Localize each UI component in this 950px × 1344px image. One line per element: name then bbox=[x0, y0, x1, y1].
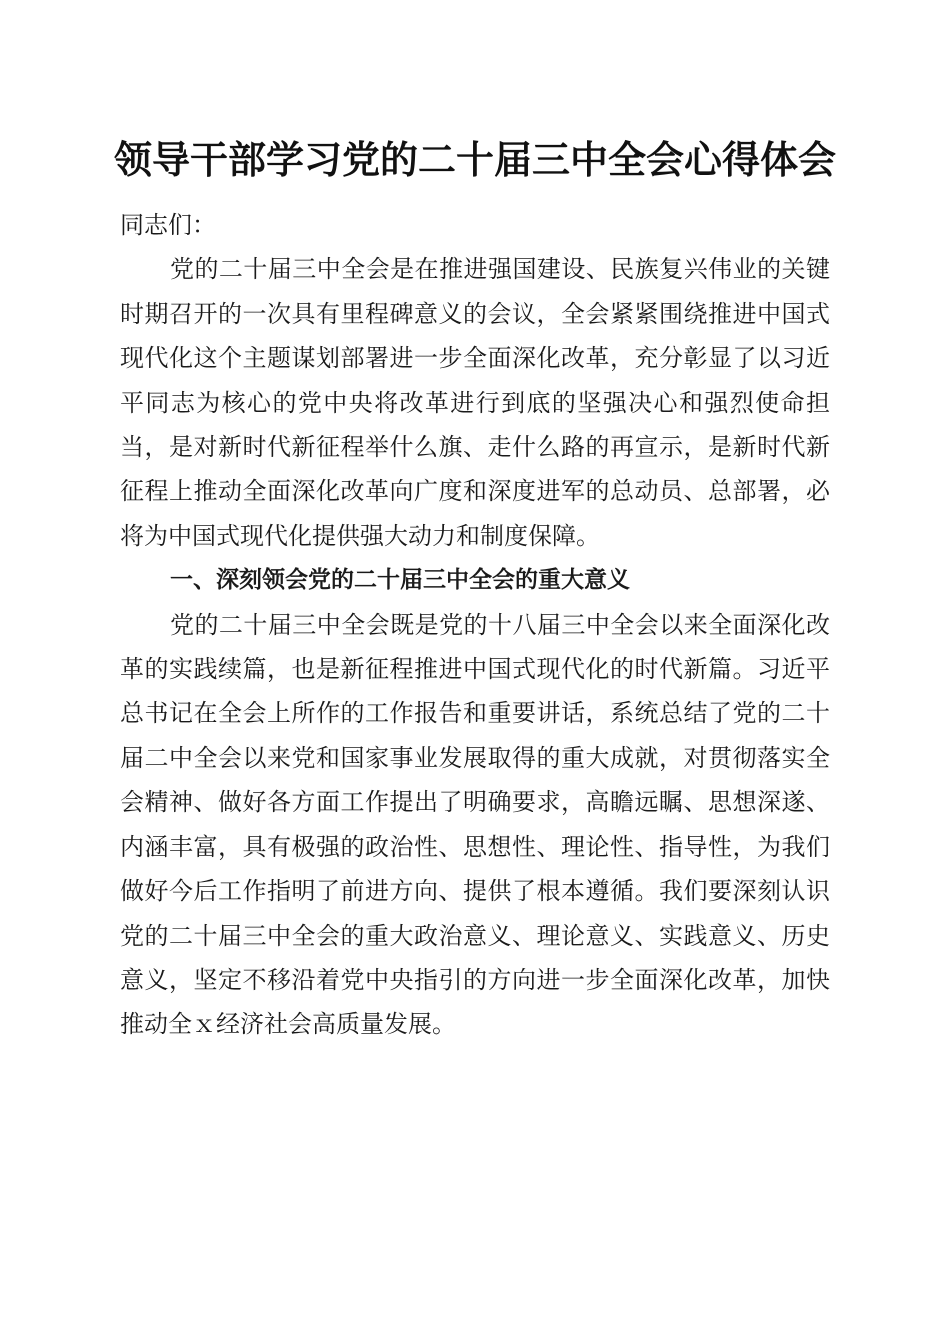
document-body bbox=[120, 203, 830, 1047]
salutation: 同志们： bbox=[120, 211, 216, 239]
section-paragraph: 党的二十届三中全会既是党的十八届三中全会以来全面深化改革的实践续篇，也是新征程推进中国式现代化的时代新篇。习近平总书记在全会上所作的工作报告和重要讲话，系统总结了党的二十届二中全会以来党和国家事业发展取得的重大成就，对贯彻落实全会精神、做好各方面工作提出了明确要求，高瞻远瞩、思想深遂、内涵丰富，具有极强的政治性、思想性、理论性、指导性，为我们做好今后工作指明了前进方向、提供了根本遵循。我们要深刻认识党的二十届三中全会的重大政治意义、理论意义、实践意义、历史意义，坚定不移沿着党中央指引的方向进一步全面深化改革，加快推动全ｘ经济社会高质量发展。 bbox=[120, 610, 830, 1039]
document-title: 领导干部学习党的二十届三中全会心得体会 bbox=[113, 137, 836, 182]
intro-paragraph: 党的二十届三中全会是在推进强国建设、民族复兴伟业的关键时期召开的一次具有里程碑意义的会议，全会紧紧围绕推进中国式现代化这个主题谋划部署进一步全面深化改革，充分彰显了以习近平同志为核心的党中央将改革进行到底的坚强决心和强烈使命担当，是对新时代新征程举什么旗、走什么路的再宣示，是新时代新征程上推动全面深化改革向广度和深度进军的总动员、总部署，必将为中国式现代化提供强大动力和制度保障。 bbox=[120, 255, 830, 550]
section-heading: 一、深刻领会党的二十届三中全会的重大意义 bbox=[170, 567, 630, 594]
